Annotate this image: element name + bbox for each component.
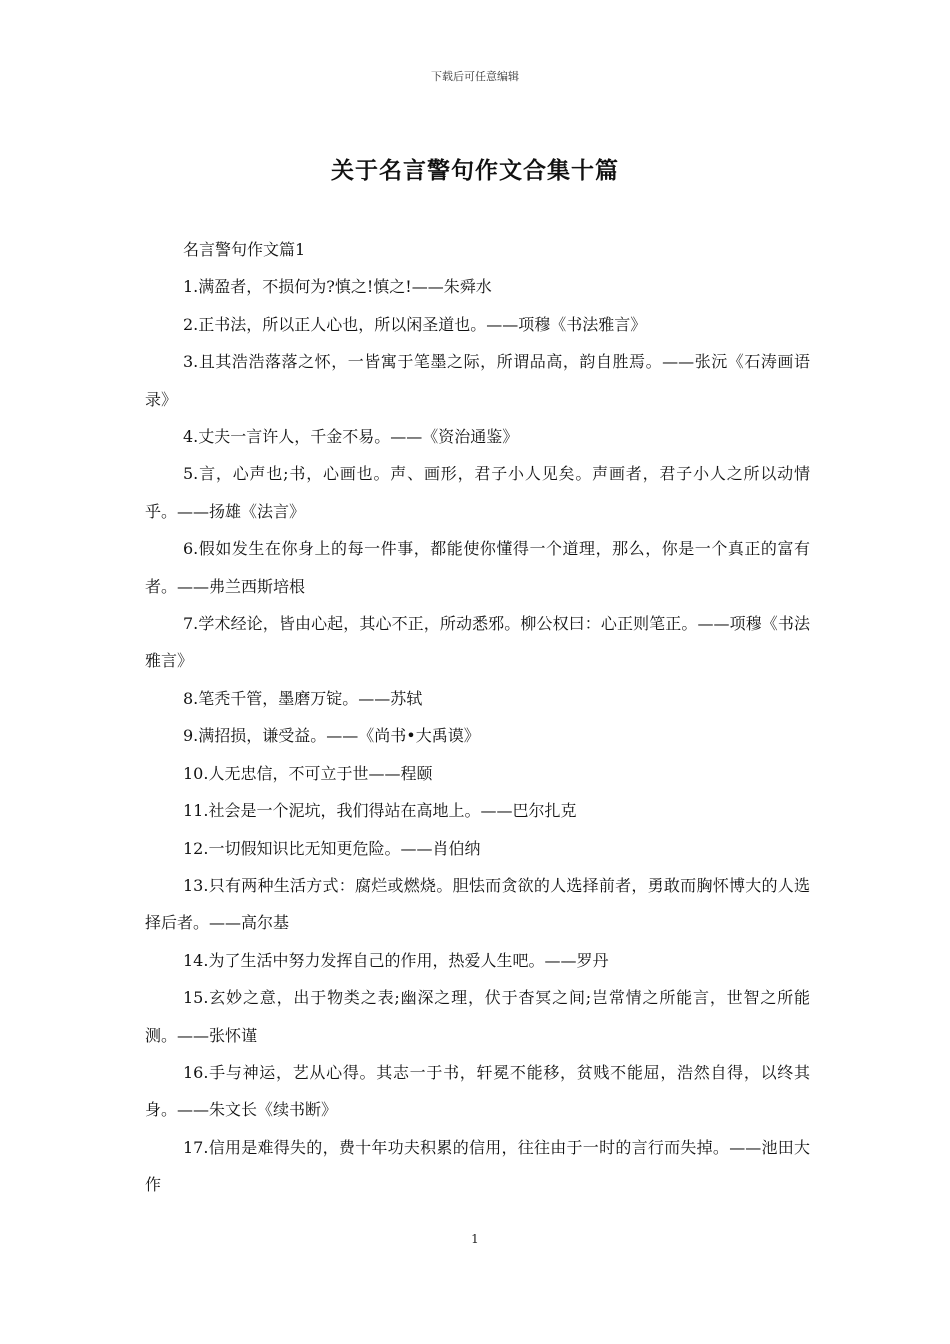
quote-item: 15.玄妙之意，出于物类之表;幽深之理，伏于杳冥之间;岂常情之所能言，世智之所能测。——张怀谨 (145, 988, 810, 1045)
quote-item: 5.言，心声也;书，心画也。声、画形，君子小人见矣。声画者，君子小人之所以动情乎。——扬雄《法言》 (145, 464, 810, 521)
quote-item: 10.人无忠信，不可立于世——程颐 (183, 763, 433, 783)
quote-item: 4.丈夫一言许人，千金不易。——《资治通鉴》 (183, 427, 519, 447)
quote-item: 6.假如发生在你身上的每一件事，都能使你懂得一个道理，那么，你是一个真正的富有者。——弗兰西斯培根 (145, 539, 810, 596)
quote-item: 11.社会是一个泥坑，我们得站在高地上。——巴尔扎克 (183, 801, 577, 821)
page-number: 1 (471, 1232, 479, 1246)
quote-item: 17.信用是难得失的，费十年功夫积累的信用，往往由于一时的言行而失掉。——池田大作 (145, 1137, 810, 1195)
quote-item: 14.为了生活中努力发挥自己的作用，热爱人生吧。——罗丹 (183, 950, 609, 970)
quote-item: 16.手与神运，艺从心得。其志一于书，轩冕不能移，贫贱不能屈，浩然自得，以终其身。——朱文长《续书断》 (145, 1062, 810, 1120)
section-heading: 名言警句作文篇1 (183, 240, 306, 259)
quote-item: 3.且其浩浩落落之怀，一皆寓于笔墨之际，所谓品高，韵自胜焉。——张沅《石涛画语录》 (145, 352, 810, 409)
quote-item: 9.满招损，谦受益。——《尚书•大禹谟》 (183, 726, 480, 746)
quote-item: 13.只有两种生活方式：腐烂或燃烧。胆怯而贪欲的人选择前者，勇敢而胸怀博大的人选择后者。——高尔基 (145, 875, 810, 933)
page-header-note: 下载后可任意编辑 (431, 70, 519, 83)
quote-item: 8.笔秃千管，墨磨万锭。——苏轼 (183, 688, 423, 708)
quote-item: 2.正书法，所以正人心也，所以闲圣道也。——项穆《书法雅言》 (183, 314, 647, 334)
document-title: 关于名言警句作文合集十篇 (331, 157, 619, 184)
document-body (145, 231, 810, 1204)
quote-item: 12.一切假知识比无知更危险。——肖伯纳 (183, 838, 481, 858)
quote-item: 7.学术经论，皆由心起，其心不正，所动悉邪。柳公权曰：心正则笔正。——项穆《书法雅言》 (145, 614, 810, 671)
quote-item: 1.满盈者，不损何为?慎之!慎之!——朱舜水 (183, 277, 492, 297)
